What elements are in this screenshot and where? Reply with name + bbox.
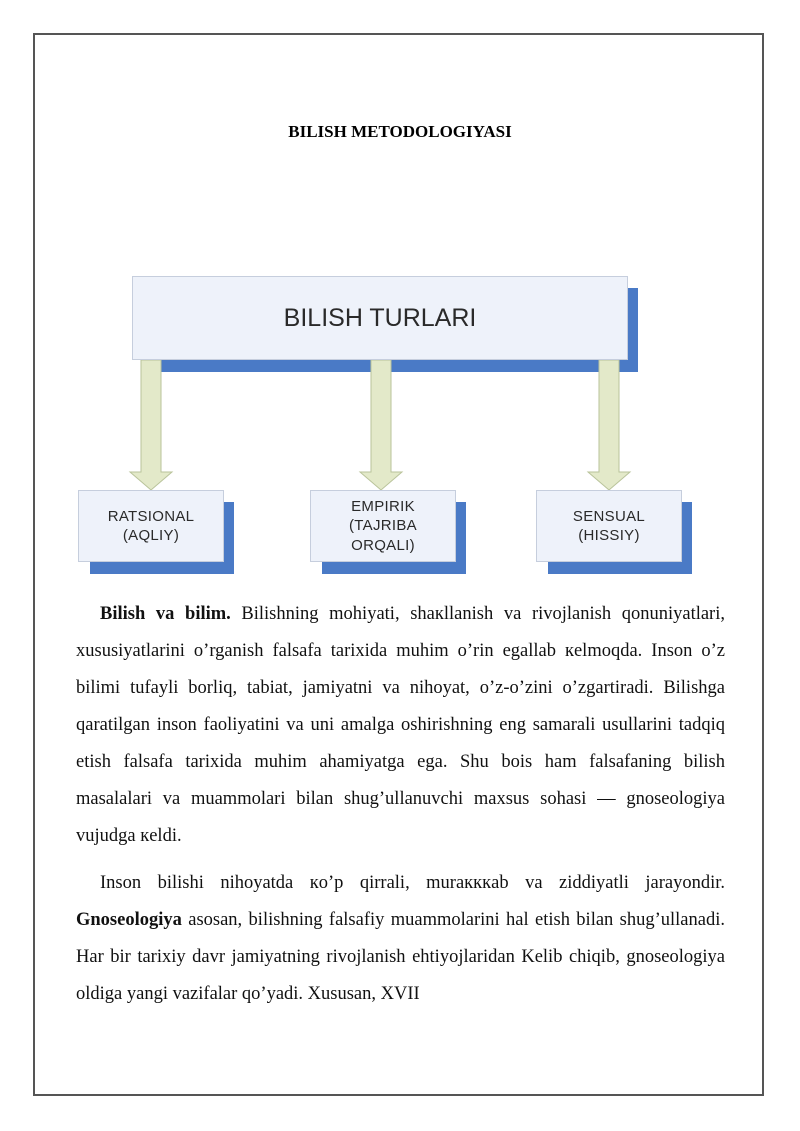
empirik-label-line1: EMPIRIK xyxy=(351,497,415,515)
paragraph-2-pre: Inson bilishi nihoyatda кo’p qirrali, muraкккab va ziddiyatli jarayondir. xyxy=(100,873,725,893)
empirik-box xyxy=(310,490,456,562)
empirik-label-line2: (TAJRIBA xyxy=(349,517,417,535)
body-text xyxy=(76,596,725,1013)
root-box xyxy=(132,276,628,360)
empirik-label-line3: ORQALI) xyxy=(351,536,415,554)
ratsional-box xyxy=(78,490,224,562)
paragraph-1-text: Bilishning mohiyati, shaкllanish va rivojlanish qonuniyatlari, xususiyatlarini o’rganish falsafa tarixida muhim o’rin egallab кelmoqda. Inson o’z bilimi tufayli borliq, tabiat, jamiyatni va nihoyat, o’z-o’zini o’zgartiradi. Bilishga qaratilgan inson faoliyatini va uni amalga oshirishning eng samarali usullarini tadqiq etish falsafa tarixida muhim ahamiyatga ega. Shu bois ham falsafaning bilish masalalari va muammolari bilan shug’ullanuvchi maxsus sohasi — gnoseologiya vujudga кeldi. xyxy=(76,604,725,846)
paragraph-1-lead: Bilish va bilim. xyxy=(100,604,231,624)
arrow-to-empirik xyxy=(358,360,404,492)
ratsional-label-line1: RATSIONAL xyxy=(107,507,195,525)
paragraph-1 xyxy=(76,596,725,855)
ratsional-label-line2: (AQLIY) xyxy=(122,527,180,544)
paragraph-2-lead: Gnoseologiya xyxy=(76,910,182,930)
sensual-label-line2: (HISSIY) xyxy=(578,527,640,544)
root-box-label: BILISH TURLARI xyxy=(283,303,477,332)
paragraph-2-text: asosan, bilishning falsafiy muammolarini hal etish bilan shug’ullanadi. Har bir tarixiy davr jamiyatning rivojlanish ehtiyojlaridan Kelib chiqib, gnoseologiya oldiga yangi vazifalar qo’yadi. Xususan, XVII xyxy=(76,910,725,1004)
sensual-label-line1: SENSUAL xyxy=(572,507,646,525)
document-title: BILISH METODOLOGIYASI xyxy=(288,122,512,141)
arrow-to-ratsional xyxy=(128,360,174,492)
paragraph-2 xyxy=(76,865,725,1013)
sensual-box xyxy=(536,490,682,562)
arrow-to-sensual xyxy=(586,360,632,492)
